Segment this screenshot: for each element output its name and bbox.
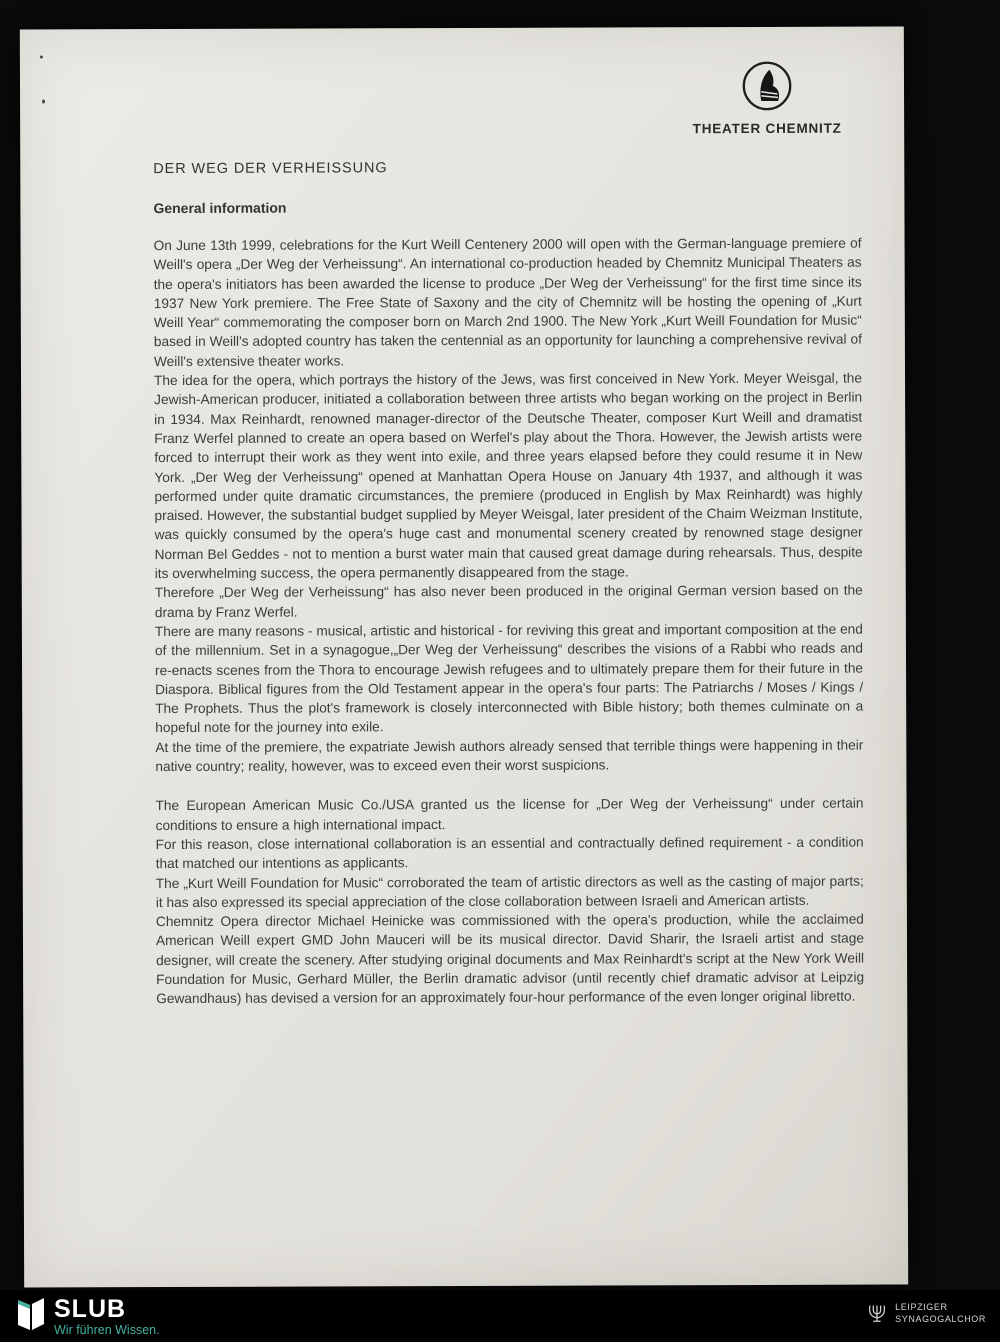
menorah-icon	[866, 1300, 888, 1326]
viewer-footer	[0, 1290, 1000, 1342]
document-title: DER WEG DER VERHEISSUNG	[153, 160, 388, 178]
choir-name-line2: SYNAGOGALCHOR	[895, 1314, 986, 1324]
slub-book-icon	[16, 1296, 46, 1334]
paragraph-3: Therefore „Der Weg der Verheissung“ has also never been produced in the original German version based on the drama by Franz Werfel.	[154, 582, 863, 620]
choir-name-line1: LEIPZIGER	[895, 1302, 948, 1312]
paragraph-5: At the time of the premiere, the expatriate Jewish authors already sensed that terrible things were happening in their native country; reality, however, was to exceed even their worst suspicions.	[155, 737, 864, 775]
slub-tagline: Wir führen Wissen.	[54, 1323, 160, 1337]
paragraph-6: The European American Music Co./USA granted us the license for „Der Weg der Verheissung“ under certain conditions to ensure a high international impact.	[155, 795, 864, 833]
paragraph-2: The idea for the opera, which portrays the history of the Jews, was first conceived in New York. Meyer Weisgal, the Jewish-American producer, initiated a collaboration between three artists who began working on the project in Berlin in 1934. Max Reinhardt, renowned manager-director of the Deutsche Theater, composer Kurt Weill and dramatist Franz Werfel planned to create an opera based on Werfel's play about the Thora. However, the Jewish artists were forced to interrupt their work as they went into exile, and three years elapsed before they could resume it in New York. „Der Weg der Verheissung“ opened at Manhattan Opera House on January 4th 1937, and although it was performed under quite dramatic circumstances, the premiere (produced in English by Max Reinhardt) was highly praised. However, the substantial budget supplied by Meyer Weisgal, later president of the Chaim Weizman Institute, was quickly consumed by the opera's huge cast and monumental scenery created by renowned stage designer Norman Bel Geddes - not to mention a burst water main that caused great damage during rehearsals. Thus, despite its overwhelming success, the opera permanently disappeared from the stage.	[154, 370, 863, 582]
paragraph-9: Chemnitz Opera director Michael Heinicke was commissioned with the opera's production, while the acclaimed American Weill expert GMD John Mauceri will be its musical director. David Sharir, the Israeli artist and stage designer, will create the scenery. After studying original documents and Max Reinhardt's script at the New York Weill Foundation for Music, Gerhard Müller, the Berlin dramatic advisor (until recently chief dramatic advisor at Leipzig Gewandhaus) has devised a version for an approximately four-hour performance of the even longer original libretto.	[155, 911, 865, 1007]
choir-text	[895, 1301, 986, 1325]
theater-chemnitz-logo-icon	[738, 57, 796, 115]
document-body	[154, 234, 865, 1009]
letterhead	[662, 57, 872, 137]
paragraph-7: For this reason, close international collaboration is an essential and contractually defined requirement - a condition that matched our intentions as applicants.	[155, 834, 864, 872]
document-content	[153, 159, 864, 1009]
paragraph-4: There are many reasons - musical, artistic and historical - for reviving this great and important composition at the end of the millennium. Set in a synagogue,„Der Weg der Verheissung“ describes the visions of a Rabbi who reads and re-enacts scenes from the Thora to encourage Jewish refugees and to ultimately prepare them for their future in the Diaspora. Biblical figures from the Old Testament appear in the opera's four parts: The Patriarchs / Moses / Kings / The Prophets. Thus the plot's framework is closely interconnected with Bible history; both themes culminate on a hopeful note for the journey into exile.	[154, 621, 864, 736]
document-subtitle: General information	[153, 199, 287, 217]
letterhead-name: THEATER CHEMNITZ	[692, 120, 842, 137]
slub-text	[54, 1296, 160, 1337]
synagogalchor-logo-link[interactable]	[866, 1300, 986, 1326]
paragraph-1: On June 13th 1999, celebrations for the Kurt Weill Centenery 2000 will open with the German-language premiere of Weill's opera „Der Weg der Verheissung“. An international co-production headed by Chemnitz Municipal Theaters as the opera's initiators has been awarded the license to produce „Der Weg der Verheissung“ for the first time since its 1937 New York premiere. The Free State of Saxony and the city of Chemnitz will be hosting the opening of „Kurt Weill Year“ commemorating the composer born on March 2nd 1900. The New York „Kurt Weill Foundation for Music“ based in Weill's adopted country has taken the centennial as an opportunity for launching a comprehensive revival of Weill's extensive theater works.	[153, 235, 862, 369]
scan-artifact	[42, 99, 45, 103]
slub-wordmark: SLUB	[54, 1295, 127, 1323]
scan-artifact	[40, 55, 43, 58]
slub-logo-link[interactable]	[16, 1296, 160, 1337]
paragraph-8: The „Kurt Weill Foundation for Music“ corroborated the team of artistic directors as well as the casting of major parts; it has also expressed its special appreciation of the close collaboration between Israeli and American artists.	[155, 873, 864, 910]
scanned-page	[20, 26, 908, 1287]
